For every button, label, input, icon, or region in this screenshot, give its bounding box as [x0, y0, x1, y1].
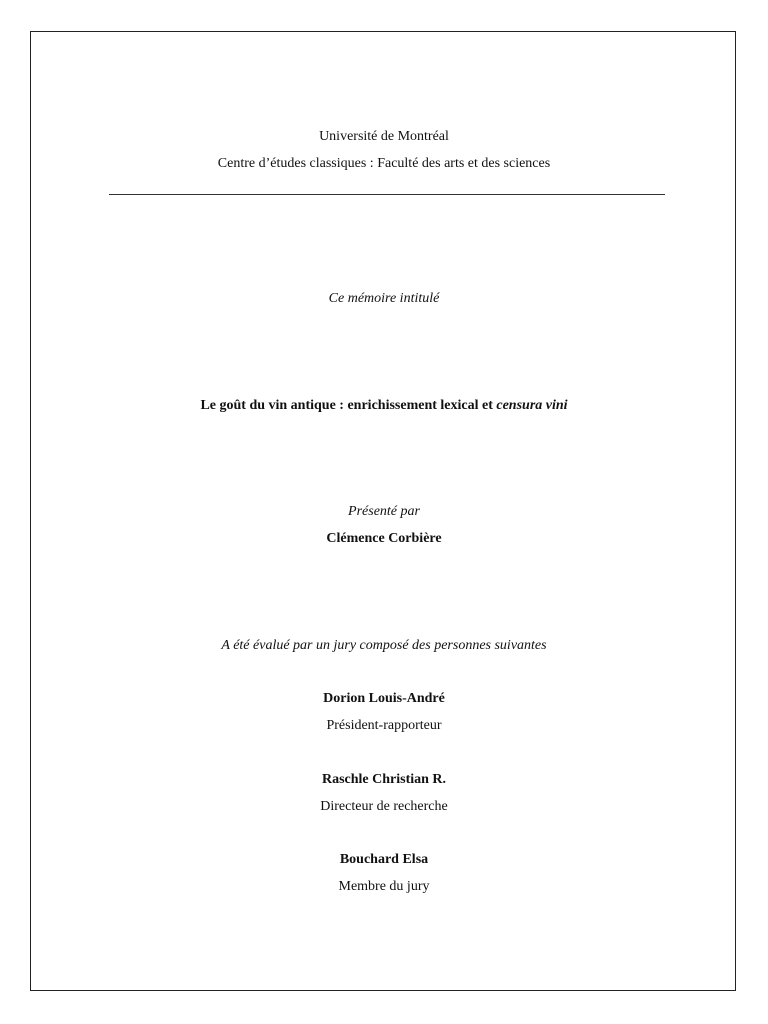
jury-member-name: Bouchard Elsa	[339, 852, 429, 867]
memoire-label: Ce mémoire intitulé	[328, 291, 440, 306]
university-name: Université de Montréal	[319, 129, 449, 144]
jury-member-role: Président-rapporteur	[326, 718, 442, 733]
jury-member-name: Raschle Christian R.	[321, 772, 447, 787]
jury-member-name: Dorion Louis-André	[323, 691, 445, 706]
jury-member-role: Directeur de recherche	[320, 799, 448, 814]
thesis-title	[0, 397, 768, 415]
thesis-title-main: Le goût du vin antique : enrichissement lexical et	[200, 398, 497, 413]
jury-label: A été évalué par un jury composé des personnes suivantes	[221, 638, 547, 653]
jury-member-role: Membre du jury	[338, 879, 430, 894]
presented-by-label: Présenté par	[348, 504, 420, 519]
department-name: Centre d’études classiques : Faculté des arts et des sciences	[217, 156, 551, 171]
thesis-title-italic: censura vini	[496, 398, 568, 413]
author-name: Clémence Corbière	[326, 531, 442, 546]
header-divider	[109, 194, 665, 195]
